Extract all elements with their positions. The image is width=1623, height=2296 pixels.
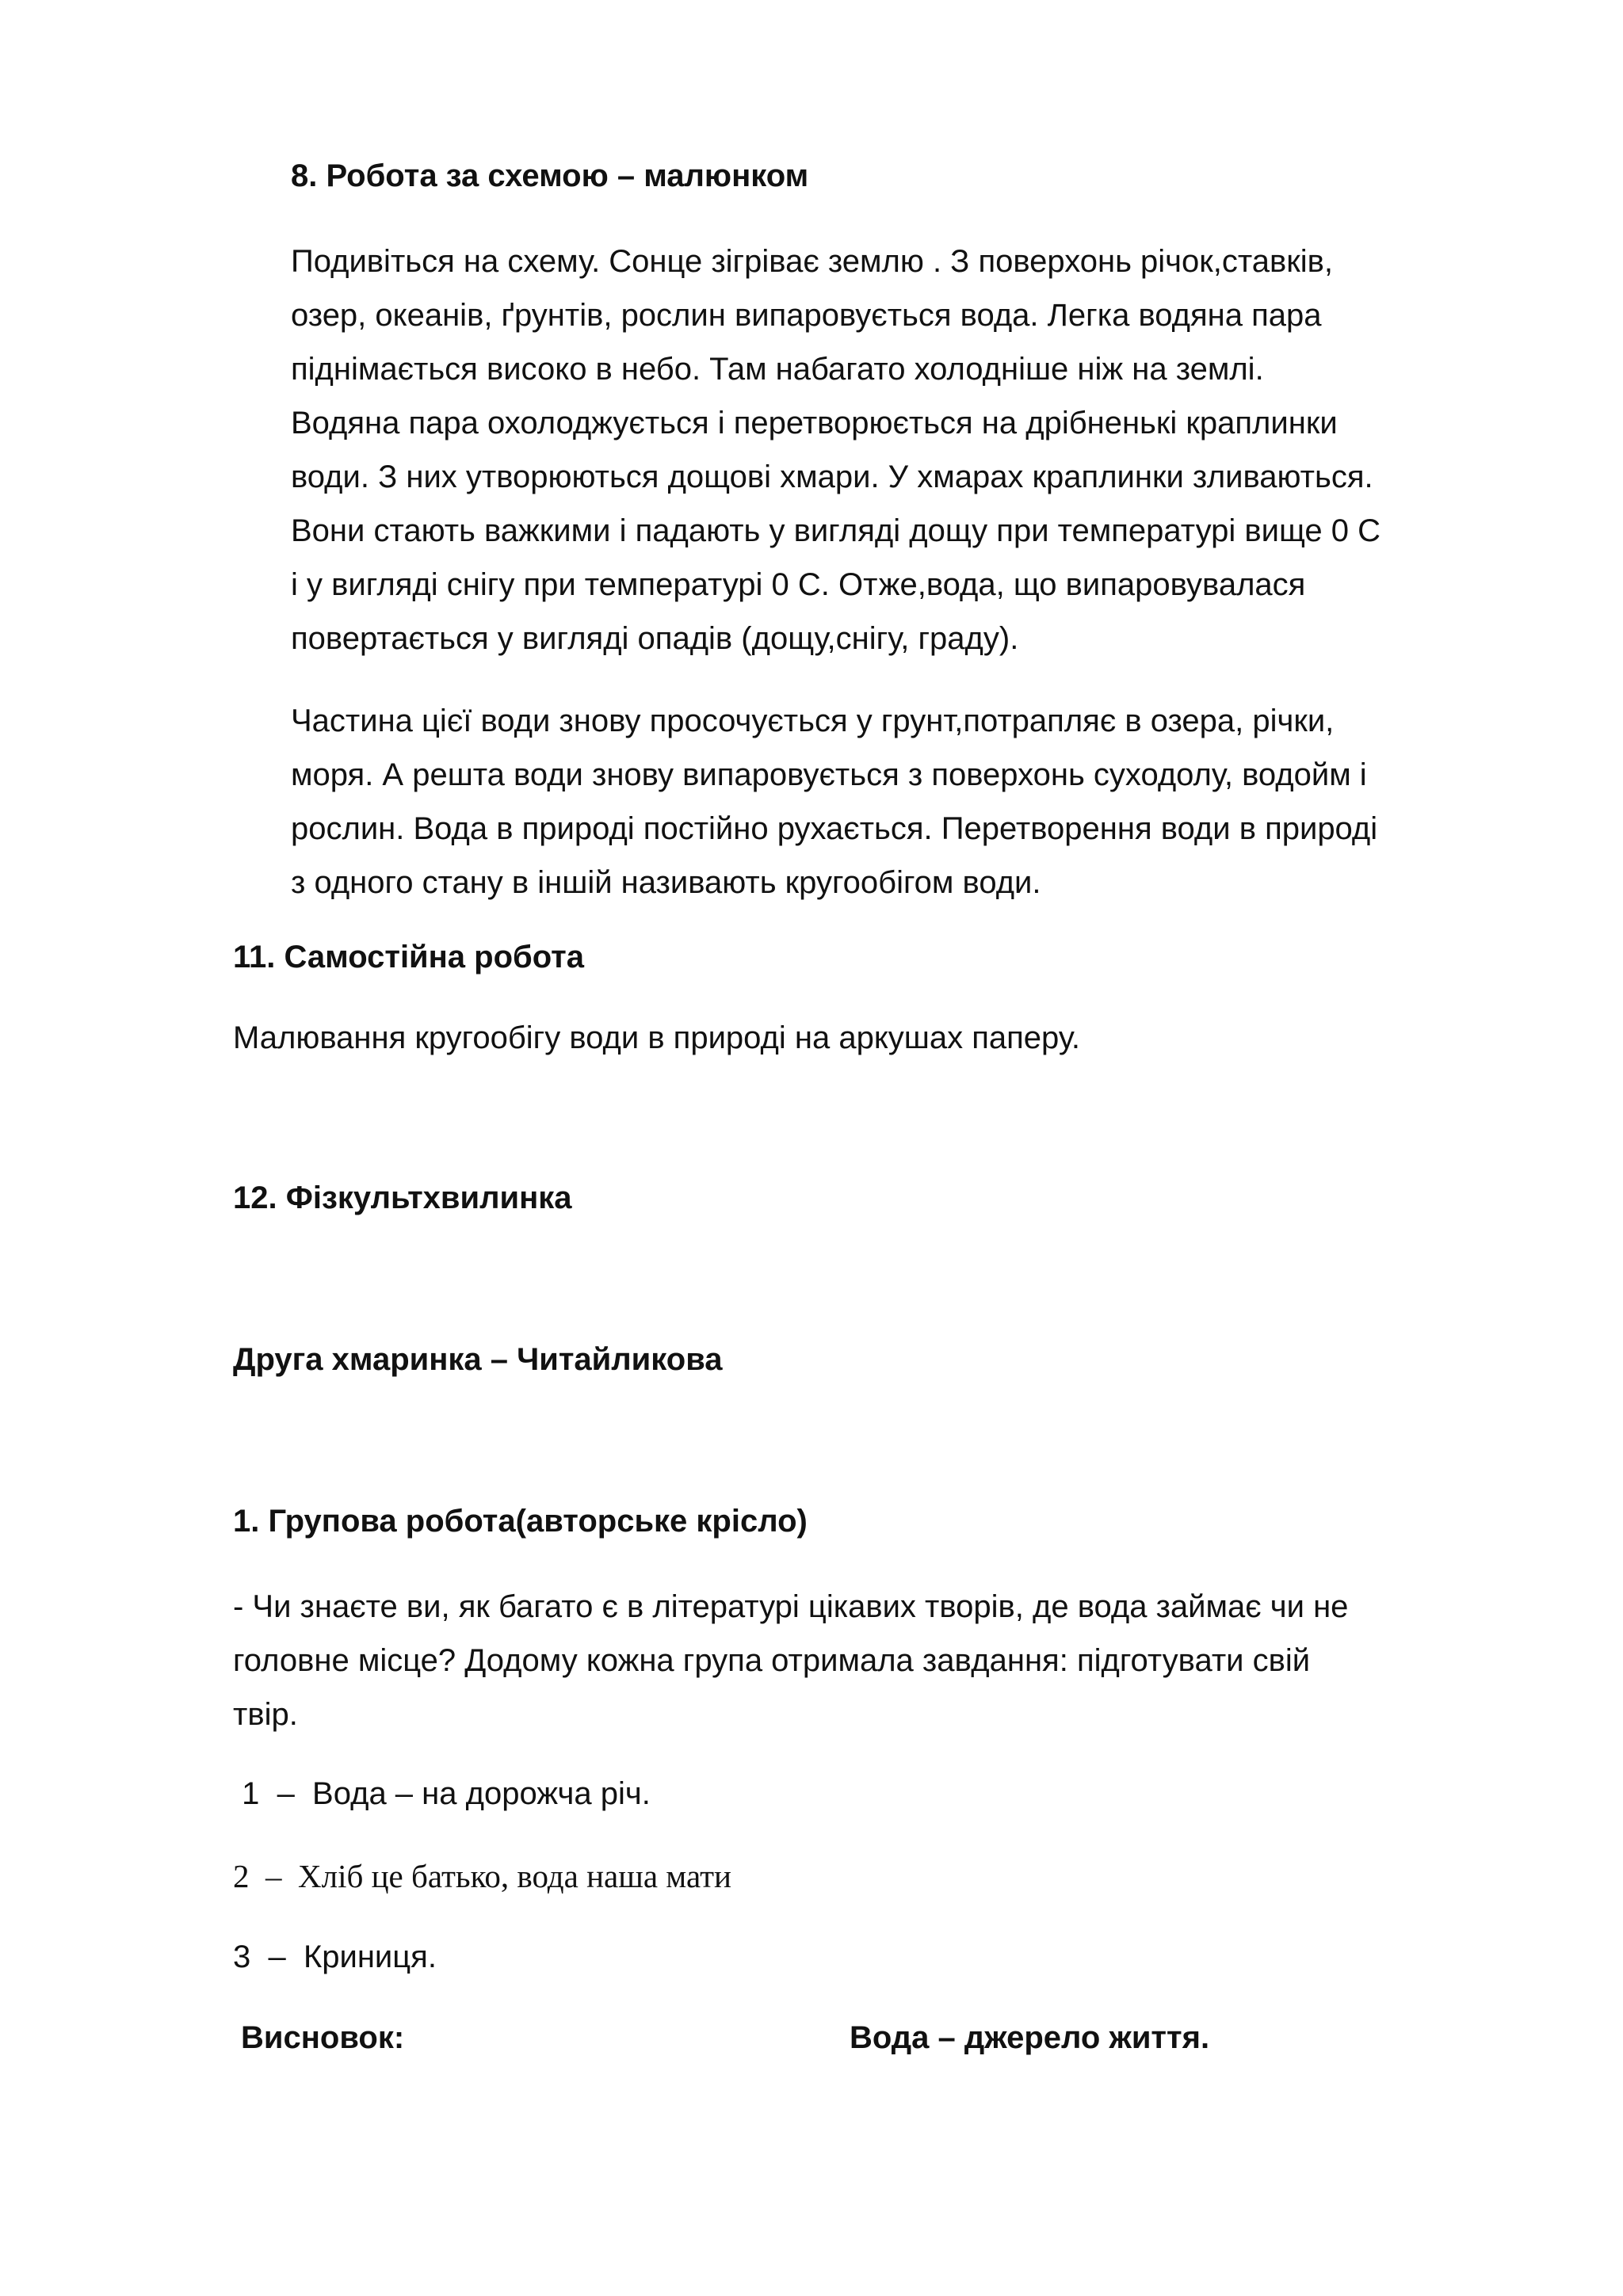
section-11-heading: 11. Самостійна робота (233, 940, 585, 974)
paragraph-line: піднімається високо в небо. Там набагато холодніше ніж на землі. (291, 352, 1264, 387)
section-12-heading: 12. Фізкультхвилинка (233, 1180, 572, 1215)
paragraph-line: з одного стану в іншій називають кругообігом води. (291, 865, 1041, 900)
cloud-heading: Друга хмаринка – Читайликова (233, 1342, 723, 1377)
list-item-1: 1 – Вода – на дорожча річ. (233, 1776, 651, 1811)
paragraph-line: Водяна пара охолоджується і перетворюється на дрібненькі краплинки (291, 406, 1338, 441)
paragraph-line: твір. (233, 1697, 298, 1732)
list-item-3: 3 – Криниця. (233, 1939, 437, 1974)
group-work-intro (233, 1580, 1348, 1741)
paragraph-line: Вони стають важкими і падають у вигляді дощу при температурі вище 0 С (291, 513, 1381, 548)
paragraph-line: і у вигляді снігу при температурі 0 С. Отже,вода, що випаровувалася (291, 567, 1306, 602)
list-item-2: 2 – Хліб це батько, вода наша мати (233, 1858, 731, 1894)
section-8-paragraph-1 (291, 235, 1381, 666)
paragraph-line: Частина цієї води знову просочується у грунт,потрапляє в озера, річки, (291, 704, 1335, 738)
paragraph-line: повертається у вигляді опадів (дощу,снігу, граду). (291, 621, 1019, 656)
conclusion-value: Вода – джерело життя. (850, 2020, 1210, 2055)
paragraph-line: моря. А решта води знову випаровується з поверхонь суходолу, водойм і (291, 757, 1367, 792)
conclusion-label: Висновок: (241, 2020, 405, 2055)
paragraph-line: рослин. Вода в природі постійно рухається. Перетворення води в природі (291, 811, 1378, 846)
paragraph-line: Подивіться на схему. Сонце зігріває землю . З поверхонь річок,ставків, (291, 244, 1333, 279)
paragraph-line: озер, океанів, ґрунтів, рослин випаровується вода. Легка водяна пара (291, 298, 1322, 333)
group-work-heading: 1. Групова робота(авторське крісло) (233, 1504, 808, 1539)
section-11-text: Малювання кругообігу води в природі на аркушах паперу. (233, 1020, 1080, 1055)
section-8-paragraph-2 (291, 694, 1377, 910)
paragraph-line: головне місце? Додому кожна група отримала завдання: підготувати свій (233, 1643, 1311, 1678)
paragraph-line: води. З них утворюються дощові хмари. У хмарах краплинки зливаються. (291, 460, 1373, 494)
paragraph-line: - Чи знаєте ви, як багато є в літературі цікавих творів, де вода займає чи не (233, 1589, 1349, 1624)
section-8-heading: 8. Робота за схемою – малюнком (291, 158, 809, 193)
